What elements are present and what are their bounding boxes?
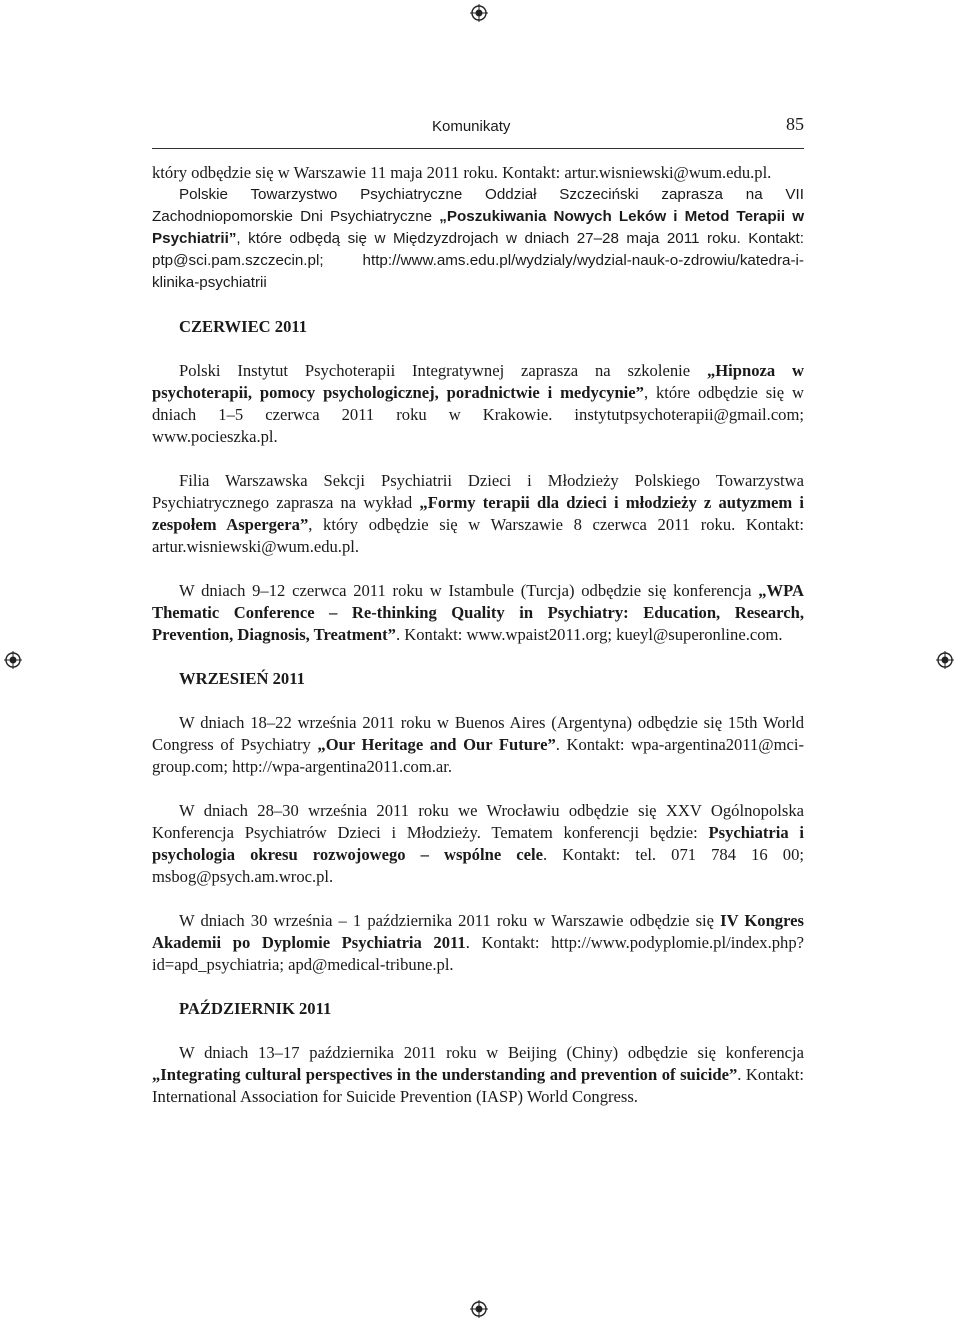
page-number: 85 [786,114,804,134]
paragraph-buenos-aires: W dniach 18–22 września 2011 roku w Buenos Aires (Argentyna) odbędzie się 15th World Congress of Psychiatry „Our Heritage and Our Future”. Kontakt: wpa-argentina2011@mci-group.com; http://wpa-argentina2011.com.ar. [152,713,804,776]
section-heading-czerwiec: CZERWIEC 2011 [179,317,308,336]
paragraph-wroclaw: W dniach 28–30 września 2011 roku we Wrocławiu odbędzie się XXV Ogólnopolska Konferencja Psychiatrów Dzieci i Młodzieży. Tematem konferencji będzie: Psychiatria i psychologia okresu rozwojowego – wspólne cele. Kontakt: tel. 071 784 16 00; msbog@psych.am.wroc.pl. [152,801,804,886]
paragraph-continuation: który odbędzie się w Warszawie 11 maja 2011 roku. Kontakt: artur.wisniewski@wum.edu.pl. [152,163,772,182]
section-heading-wrzesien: WRZESIEŃ 2011 [179,669,305,688]
paragraph-beijing: W dniach 13–17 października 2011 roku w Beijing (Chiny) odbędzie się konferencja „Integrating cultural perspectives in the understanding and prevention of suicide”. Kontakt: International Association for Suicide Prevention (IASP) World Congress. [152,1043,804,1106]
paragraph-kongres-apd: W dniach 30 września – 1 października 2011 roku w Warszawie odbędzie się IV Kongres Akademii po Dyplomie Psychiatria 2011. Kontakt: http://www.podyplomie.pl/index.php?id=apd_psychiatria; apd@medical-tribune.pl. [152,911,804,974]
registration-mark-icon [936,651,954,669]
section-heading-pazdziernik: PAŹDZIERNIK 2011 [179,999,332,1018]
registration-mark-icon [4,651,22,669]
paragraph-wpa-istanbul: W dniach 9–12 czerwca 2011 roku w Istambule (Turcja) odbędzie się konferencja „WPA Thematic Conference – Re-thinking Quality in Psychiatry: Education, Research, Prevention, Diagnosis, Treatment”. Kontakt: www.wpaist2011.org; kueyl@superonline.com. [152,581,804,644]
running-header-section: Komunikaty [432,118,511,135]
registration-mark-icon [470,1300,488,1318]
paragraph-hipnoza: Polski Instytut Psychoterapii Integratywnej zaprasza na szkolenie „Hipnoza w psychoterapii, pomocy psychologicznej, poradnictwie i medycynie”, które odbędzie się w dniach 1–5 czerwca 2011 roku w Krakowie. instytutpsychoterapii@gmail.com; www.pocieszka.pl. [152,361,804,446]
paragraph-autyzm: Filia Warszawska Sekcji Psychiatrii Dzieci i Młodzieży Polskiego Towarzystwa Psychiatrycznego zaprasza na wykład „Formy terapii dla dzieci i młodzieży z autyzmem i zespołem Aspergera”, który odbędzie się w Warszawie 8 czerwca 2011 roku. Kontakt: artur.wisniewski@wum.edu.pl. [152,471,805,556]
paragraph-ptp-szczecin: Polskie Towarzystwo Psychiatryczne Oddział Szczeciński zaprasza na VII Zachodniopomorskie Dni Psychiatryczne „Poszukiwania Nowych Leków i Metod Terapii w Psychiatrii”, które odbędą się w Międzyzdrojach w dniach 27–28 maja 2011 roku. Kontakt: ptp@sci.pam.szczecin.pl; http://www.ams.edu.pl/wydzialy/wydzial-nauk-o-zdrowiu/katedra-i-klinika-psychiatrii [152,186,805,291]
running-header [152,112,804,149]
registration-mark-icon [470,4,488,22]
page-body [152,162,804,1108]
